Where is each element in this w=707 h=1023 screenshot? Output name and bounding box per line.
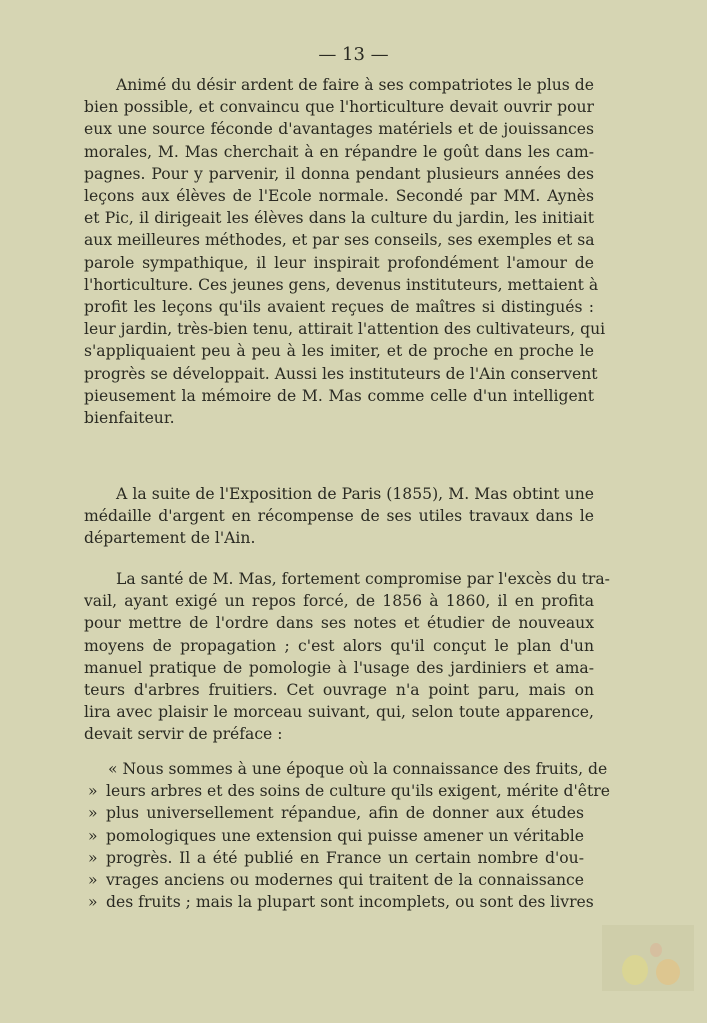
text-line: département de l'Ain. (84, 529, 256, 548)
continuation-mark: » (88, 871, 98, 890)
text-line: pagnes. Pour y parvenir, il donna pendant plusieurs années des (84, 164, 594, 183)
text-line: profit les leçons qu'ils avaient reçues de maîtres si distingués : (84, 298, 594, 317)
text-line: progrès se développait. Aussi les instituteurs de l'Ain conservent (84, 364, 598, 383)
quote-line: vrages anciens ou modernes qui traitent de la connaissance (106, 871, 584, 890)
fruit-icon (650, 943, 662, 957)
text-line: parole sympathique, il leur inspirait profondément l'amour de (84, 253, 594, 272)
text-line: et Pic, il dirigeait les élèves dans la culture du jardin, les initiait (84, 209, 594, 228)
text-line: leçons aux élèves de l'Ecole normale. Secondé par MM. Aynès (84, 187, 594, 206)
continuation-mark: » (88, 893, 98, 912)
text-line: médaille d'argent en récompense de ses utiles travaux dans le (84, 507, 594, 526)
continuation-mark: » (88, 826, 98, 845)
text-line: lira avec plaisir le morceau suivant, qui, selon toute apparence, (84, 703, 594, 722)
text-line: aux meilleures méthodes, et par ses conseils, ses exemples et sa (84, 231, 595, 250)
text-line: Animé du désir ardent de faire à ses compatriotes le plus de (116, 76, 594, 94)
text-line: bienfaiteur. (84, 409, 175, 428)
fruit-watermark-thumbnail (602, 925, 694, 991)
text-line: La santé de M. Mas, fortement compromise par l'excès du tra- (116, 570, 610, 588)
paragraph-1 (84, 74, 606, 429)
continuation-mark: » (88, 782, 98, 801)
text-line: bien possible, et convaincu que l'horticulture devait ouvrir pour (84, 98, 594, 117)
text-line: pour mettre de l'ordre dans ses notes et étudier de nouveaux (84, 614, 594, 633)
quote-line: leurs arbres et des soins de culture qu'ils exigent, mérite d'être (106, 782, 610, 801)
text-line: leur jardin, très-bien tenu, attirait l'attention des cultivateurs, qui (84, 320, 606, 339)
quote-line: des fruits ; mais la plupart sont incomplets, ou sont des livres (106, 893, 594, 912)
text-line: manuel pratique de pomologie à l'usage des jardiniers et ama- (84, 658, 594, 677)
text-line: vail, ayant exigé un repos forcé, de 1856 à 1860, il en profita (84, 592, 594, 611)
quote-first-line: « Nous sommes à une époque où la connaissance des fruits, de (108, 760, 608, 778)
quotation (88, 758, 610, 913)
text-line: A la suite de l'Exposition de Paris (1855), M. Mas obtint une (116, 485, 594, 503)
page-number: — 13 — (318, 44, 389, 65)
continuation-mark: » (88, 804, 98, 823)
pear-icon (622, 955, 648, 985)
text-line: morales, M. Mas cherchait à en répandre le goût dans les cam- (84, 142, 594, 161)
text-line: eux une source féconde d'avantages matériels et de jouissances (84, 120, 594, 139)
apple-icon (656, 959, 680, 985)
text-line: s'appliquaient peu à peu à les imiter, et de proche en proche le (84, 342, 594, 361)
text-line: pieusement la mémoire de M. Mas comme celle d'un intelligent (84, 386, 594, 405)
text-line: teurs d'arbres fruitiers. Cet ouvrage n'a point paru, mais on (84, 681, 594, 700)
paragraph-2 (84, 483, 594, 550)
quote-line: plus universellement répandue, afin de donner aux études (106, 804, 584, 823)
continuation-mark: » (88, 848, 98, 867)
quote-line: pomologiques une extension qui puisse amener un véritable (106, 826, 584, 845)
paragraph-3 (84, 568, 610, 746)
text-line: l'horticulture. Ces jeunes gens, devenus instituteurs, mettaient à (84, 275, 599, 294)
quote-line: progrès. Il a été publié en France un certain nombre d'ou- (106, 848, 584, 867)
text-line: moyens de propagation ; c'est alors qu'il conçut le plan d'un (84, 636, 594, 655)
text-line: devait servir de préface : (84, 725, 283, 744)
